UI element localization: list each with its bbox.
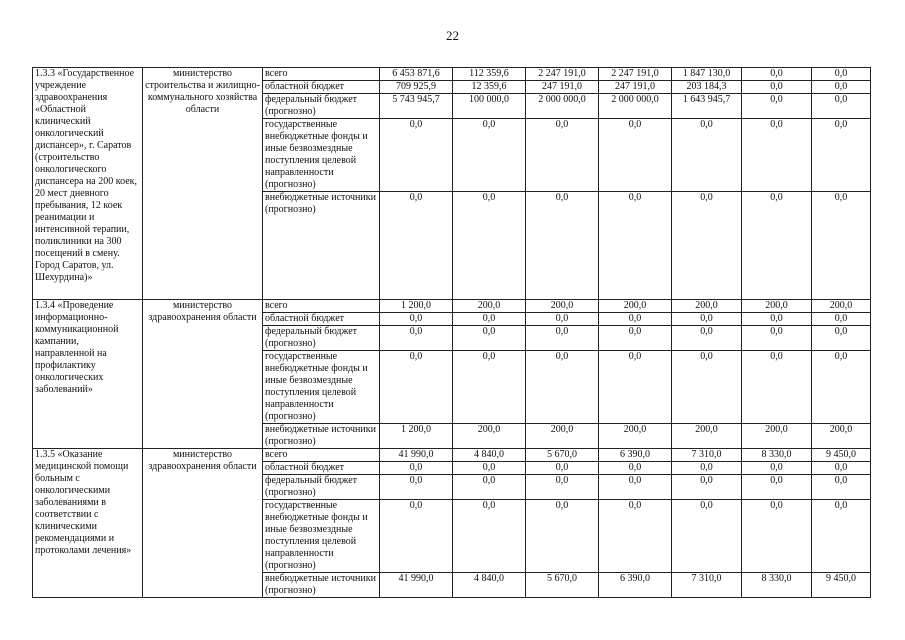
amount-cell: 709 925,9 (380, 81, 453, 94)
amount-cell: 0,0 (742, 94, 812, 119)
amount-cell: 0,0 (380, 500, 453, 573)
budget-table-body (33, 68, 871, 598)
amount-cell: 0,0 (742, 351, 812, 424)
amount-cell: 0,0 (672, 462, 742, 475)
amount-cell: 0,0 (526, 500, 599, 573)
page-number: 22 (446, 28, 459, 43)
amount-cell: 0,0 (453, 192, 526, 300)
amount-cell: 0,0 (812, 81, 871, 94)
amount-cell: 12 359,6 (453, 81, 526, 94)
amount-cell: 0,0 (742, 500, 812, 573)
amount-cell: 8 330,0 (742, 449, 812, 462)
amount-cell: 200,0 (453, 424, 526, 449)
amount-cell: 41 990,0 (380, 573, 453, 598)
amount-cell: 247 191,0 (526, 81, 599, 94)
amount-cell: 100 000,0 (453, 94, 526, 119)
amount-cell: 0,0 (742, 81, 812, 94)
amount-cell: 247 191,0 (599, 81, 672, 94)
funding-source: внебюджетные источники (прогнозно) (263, 573, 380, 598)
amount-cell: 0,0 (526, 192, 599, 300)
amount-cell: 0,0 (742, 119, 812, 192)
program-1-3-4-name: 1.3.4 «Проведение информационно-коммуникационной кампании, направленной на профилактику онкологических заболеваний» (33, 300, 143, 449)
amount-cell: 7 310,0 (672, 449, 742, 462)
funding-source: государственные внебюджетные фонды и иные безвозмездные поступления целевой направленности (прогнозно) (263, 500, 380, 573)
amount-cell: 1 200,0 (380, 300, 453, 313)
amount-cell: 0,0 (380, 475, 453, 500)
amount-cell: 0,0 (453, 119, 526, 192)
amount-cell: 0,0 (742, 462, 812, 475)
amount-cell: 200,0 (742, 424, 812, 449)
amount-cell: 41 990,0 (380, 449, 453, 462)
funding-source: всего (263, 68, 380, 81)
amount-cell: 0,0 (672, 192, 742, 300)
table-row (33, 68, 871, 81)
amount-cell: 0,0 (599, 351, 672, 424)
program-1-3-3-executor: министерство строительства и жилищно-коммунального хозяйства области (143, 68, 263, 300)
amount-cell: 0,0 (812, 462, 871, 475)
amount-cell: 0,0 (526, 313, 599, 326)
program-1-3-3-name: 1.3.3 «Государственное учреждение здравоохранения «Областной клинический онкологический диспансер», г. Саратов (строительство онкологического диспансера на 200 коек, 20 мест дневного пребывания, 12 коек реанимации и интенсивной терапии, поликлиники на 300 посещений в смену. Город Саратов, ул. Шехурдина)» (33, 68, 143, 300)
amount-cell: 0,0 (742, 68, 812, 81)
funding-source: внебюджетные источники (прогнозно) (263, 424, 380, 449)
amount-cell: 0,0 (812, 500, 871, 573)
amount-cell: 4 840,0 (453, 573, 526, 598)
amount-cell: 0,0 (812, 326, 871, 351)
amount-cell: 6 390,0 (599, 573, 672, 598)
amount-cell: 6 390,0 (599, 449, 672, 462)
amount-cell: 112 359,6 (453, 68, 526, 81)
program-1-3-5-name: 1.3.5 «Оказание медицинской помощи больным с онкологическими заболеваниями в соответствии с клиническими рекомендациями и протоколами лечения» (33, 449, 143, 598)
funding-source: внебюджетные источники (прогнозно) (263, 192, 380, 300)
amount-cell: 0,0 (742, 192, 812, 300)
amount-cell: 0,0 (672, 475, 742, 500)
amount-cell: 5 670,0 (526, 573, 599, 598)
amount-cell: 200,0 (599, 424, 672, 449)
amount-cell: 0,0 (812, 351, 871, 424)
amount-cell: 0,0 (453, 475, 526, 500)
amount-cell: 0,0 (812, 94, 871, 119)
amount-cell: 0,0 (599, 313, 672, 326)
amount-cell: 0,0 (380, 192, 453, 300)
table-row (33, 300, 871, 313)
amount-cell: 9 450,0 (812, 449, 871, 462)
amount-cell: 0,0 (812, 119, 871, 192)
funding-source: федеральный бюджет (прогнозно) (263, 326, 380, 351)
amount-cell: 200,0 (812, 424, 871, 449)
amount-cell: 1 847 130,0 (672, 68, 742, 81)
amount-cell: 7 310,0 (672, 573, 742, 598)
funding-source: федеральный бюджет (прогнозно) (263, 475, 380, 500)
amount-cell: 0,0 (742, 326, 812, 351)
amount-cell: 200,0 (526, 424, 599, 449)
amount-cell: 0,0 (672, 326, 742, 351)
amount-cell: 9 450,0 (812, 573, 871, 598)
funding-source: федеральный бюджет (прогнозно) (263, 94, 380, 119)
funding-source: государственные внебюджетные фонды и иные безвозмездные поступления целевой направленности (прогнозно) (263, 119, 380, 192)
amount-cell: 6 453 871,6 (380, 68, 453, 81)
amount-cell: 0,0 (672, 500, 742, 573)
amount-cell: 0,0 (380, 351, 453, 424)
amount-cell: 0,0 (812, 192, 871, 300)
amount-cell: 0,0 (526, 462, 599, 475)
funding-source: областной бюджет (263, 462, 380, 475)
amount-cell: 1 643 945,7 (672, 94, 742, 119)
amount-cell: 0,0 (742, 313, 812, 326)
amount-cell: 0,0 (812, 313, 871, 326)
amount-cell: 2 000 000,0 (599, 94, 672, 119)
amount-cell: 0,0 (672, 313, 742, 326)
amount-cell: 0,0 (672, 119, 742, 192)
amount-cell: 0,0 (380, 462, 453, 475)
amount-cell: 0,0 (672, 351, 742, 424)
amount-cell: 0,0 (812, 68, 871, 81)
table-row (33, 449, 871, 462)
amount-cell: 0,0 (599, 475, 672, 500)
amount-cell: 0,0 (380, 313, 453, 326)
amount-cell: 200,0 (526, 300, 599, 313)
amount-cell: 0,0 (453, 500, 526, 573)
amount-cell: 0,0 (453, 313, 526, 326)
funding-source: государственные внебюджетные фонды и иные безвозмездные поступления целевой направленности (прогнозно) (263, 351, 380, 424)
amount-cell: 0,0 (453, 462, 526, 475)
amount-cell: 0,0 (599, 119, 672, 192)
funding-source: всего (263, 300, 380, 313)
amount-cell: 0,0 (599, 462, 672, 475)
amount-cell: 0,0 (526, 351, 599, 424)
amount-cell: 0,0 (453, 351, 526, 424)
amount-cell: 5 670,0 (526, 449, 599, 462)
amount-cell: 0,0 (526, 475, 599, 500)
amount-cell: 200,0 (812, 300, 871, 313)
amount-cell: 0,0 (599, 500, 672, 573)
amount-cell: 0,0 (742, 475, 812, 500)
amount-cell: 203 184,3 (672, 81, 742, 94)
funding-source: всего (263, 449, 380, 462)
amount-cell: 8 330,0 (742, 573, 812, 598)
amount-cell: 200,0 (742, 300, 812, 313)
program-1-3-5-executor: министерство здравоохранения области (143, 449, 263, 598)
amount-cell: 0,0 (380, 326, 453, 351)
amount-cell: 200,0 (672, 424, 742, 449)
amount-cell: 200,0 (599, 300, 672, 313)
program-1-3-4-executor: министерство здравоохранения области (143, 300, 263, 449)
amount-cell: 0,0 (453, 326, 526, 351)
amount-cell: 4 840,0 (453, 449, 526, 462)
funding-source: областной бюджет (263, 313, 380, 326)
amount-cell: 200,0 (672, 300, 742, 313)
amount-cell: 0,0 (526, 326, 599, 351)
amount-cell: 1 200,0 (380, 424, 453, 449)
amount-cell: 2 000 000,0 (526, 94, 599, 119)
funding-source: областной бюджет (263, 81, 380, 94)
amount-cell: 5 743 945,7 (380, 94, 453, 119)
amount-cell: 0,0 (599, 192, 672, 300)
amount-cell: 0,0 (526, 119, 599, 192)
amount-cell: 2 247 191,0 (599, 68, 672, 81)
budget-table (32, 67, 871, 598)
amount-cell: 0,0 (599, 326, 672, 351)
amount-cell: 2 247 191,0 (526, 68, 599, 81)
amount-cell: 0,0 (812, 475, 871, 500)
amount-cell: 0,0 (380, 119, 453, 192)
amount-cell: 200,0 (453, 300, 526, 313)
